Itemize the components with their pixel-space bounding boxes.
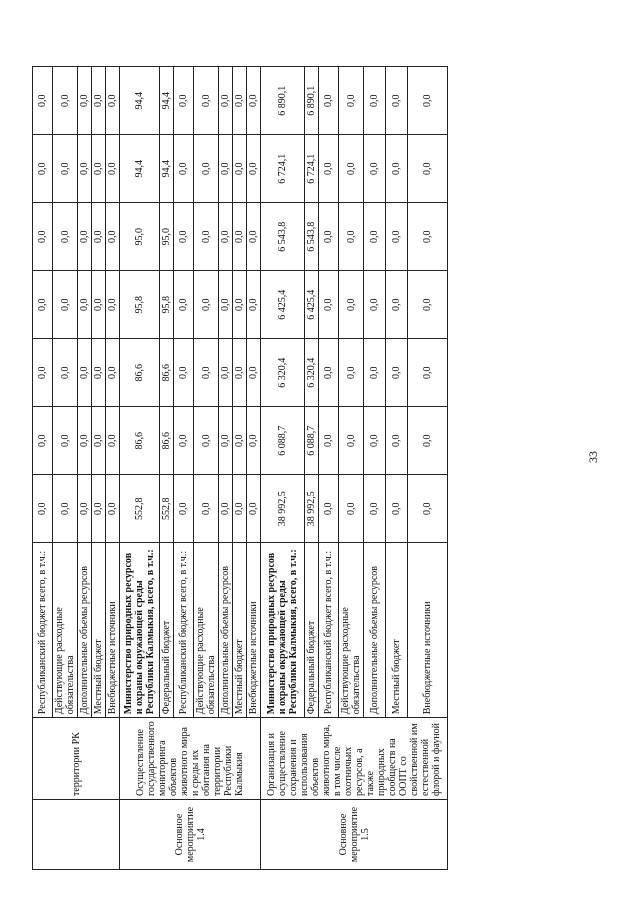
value-cell: 0,0 — [33, 475, 53, 543]
value-cell: 95,0 — [120, 203, 160, 271]
value-cell: 0,0 — [319, 67, 339, 135]
value-cell: 0,0 — [53, 475, 78, 543]
value-cell: 0,0 — [78, 475, 92, 543]
value-cell: 0,0 — [106, 475, 120, 543]
value-cell: 6 320,4 — [305, 339, 319, 407]
value-cell: 0,0 — [174, 475, 194, 543]
value-cell: 95,8 — [160, 271, 174, 339]
value-cell: 94,4 — [160, 135, 174, 203]
value-cell: 0,0 — [408, 67, 448, 135]
value-cell: 0,0 — [339, 135, 364, 203]
event-label: Основное мероприятие 1.4 — [120, 800, 261, 870]
value-cell: 552,8 — [120, 475, 160, 543]
value-cell: 0,0 — [247, 475, 261, 543]
value-cell: 0,0 — [53, 67, 78, 135]
value-cell: 0,0 — [219, 407, 233, 475]
value-cell: 0,0 — [339, 339, 364, 407]
source-cell: Дополнительные объемы ресурсов — [78, 543, 92, 718]
value-cell: 0,0 — [33, 339, 53, 407]
value-cell: 86,6 — [160, 339, 174, 407]
value-cell: 552,8 — [160, 475, 174, 543]
value-cell: 0,0 — [364, 475, 386, 543]
value-cell: 0,0 — [247, 339, 261, 407]
table-row — [33, 67, 53, 870]
value-cell: 0,0 — [174, 67, 194, 135]
value-cell: 0,0 — [92, 339, 106, 407]
value-cell: 0,0 — [92, 67, 106, 135]
value-cell: 94,4 — [120, 67, 160, 135]
value-cell: 0,0 — [92, 135, 106, 203]
value-cell: 0,0 — [106, 135, 120, 203]
value-cell: 0,0 — [339, 407, 364, 475]
value-cell: 0,0 — [92, 407, 106, 475]
value-cell: 0,0 — [233, 67, 247, 135]
value-cell: 0,0 — [319, 339, 339, 407]
value-cell: 0,0 — [386, 407, 408, 475]
value-cell: 0,0 — [106, 339, 120, 407]
source-cell: Местный бюджет — [233, 543, 247, 718]
table-row — [261, 67, 305, 870]
page-number: 33 — [586, 451, 600, 463]
source-cell: Федеральный бюджет — [160, 543, 174, 718]
value-cell: 0,0 — [408, 135, 448, 203]
value-cell: 0,0 — [194, 339, 219, 407]
value-cell: 6 088,7 — [261, 407, 305, 475]
value-cell: 0,0 — [194, 135, 219, 203]
value-cell: 0,0 — [174, 339, 194, 407]
value-cell: 0,0 — [219, 475, 233, 543]
value-cell: 0,0 — [78, 135, 92, 203]
value-cell: 6 088,7 — [305, 407, 319, 475]
value-cell: 0,0 — [408, 339, 448, 407]
value-cell: 0,0 — [233, 407, 247, 475]
value-cell: 0,0 — [364, 203, 386, 271]
value-cell: 0,0 — [33, 271, 53, 339]
value-cell: 0,0 — [174, 271, 194, 339]
value-cell: 0,0 — [78, 339, 92, 407]
source-cell: Действующие расходные обязательства — [194, 543, 219, 718]
value-cell: 0,0 — [247, 203, 261, 271]
value-cell: 0,0 — [233, 339, 247, 407]
value-cell: 0,0 — [106, 407, 120, 475]
value-cell: 94,4 — [160, 67, 174, 135]
value-cell: 0,0 — [408, 475, 448, 543]
value-cell: 0,0 — [78, 271, 92, 339]
value-cell: 0,0 — [78, 203, 92, 271]
value-cell: 0,0 — [319, 407, 339, 475]
source-cell: Республиканский бюджет всего, в т.ч.: — [33, 543, 53, 718]
value-cell: 0,0 — [247, 271, 261, 339]
budget-table — [32, 66, 448, 870]
value-cell: 6 543,8 — [305, 203, 319, 271]
value-cell: 0,0 — [33, 203, 53, 271]
value-cell: 0,0 — [219, 67, 233, 135]
value-cell: 0,0 — [408, 271, 448, 339]
value-cell: 0,0 — [386, 67, 408, 135]
value-cell: 0,0 — [53, 271, 78, 339]
source-cell: Министерство природных ресурсов и охраны окружающей среды Республики Калмыкия, всего, в т.ч.: — [261, 543, 305, 718]
value-cell: 0,0 — [53, 339, 78, 407]
value-cell: 0,0 — [92, 271, 106, 339]
value-cell: 0,0 — [174, 203, 194, 271]
value-cell: 0,0 — [106, 203, 120, 271]
territory-label: территории РК — [33, 718, 120, 800]
value-cell: 0,0 — [194, 407, 219, 475]
value-cell: 0,0 — [319, 271, 339, 339]
source-cell: Местный бюджет — [386, 543, 408, 718]
source-cell: Дополнительные объемы ресурсов — [364, 543, 386, 718]
value-cell: 0,0 — [386, 271, 408, 339]
value-cell: 0,0 — [33, 135, 53, 203]
source-cell: Республиканский бюджет всего, в т.ч.: — [174, 543, 194, 718]
value-cell: 0,0 — [319, 135, 339, 203]
source-cell: Республиканский бюджет всего, в т.ч.: — [319, 543, 339, 718]
value-cell: 86,6 — [120, 407, 160, 475]
event-label-cell — [33, 800, 120, 870]
event-description: Осуществление государственного мониторинга объектов животного мира и среды их обитания на территории Республики Калмыкия — [120, 718, 261, 800]
value-cell: 0,0 — [53, 407, 78, 475]
value-cell: 0,0 — [194, 271, 219, 339]
source-cell: Местный бюджет — [92, 543, 106, 718]
value-cell: 0,0 — [247, 407, 261, 475]
value-cell: 0,0 — [339, 475, 364, 543]
value-cell: 0,0 — [364, 67, 386, 135]
value-cell: 0,0 — [174, 407, 194, 475]
value-cell: 0,0 — [174, 135, 194, 203]
value-cell: 0,0 — [106, 271, 120, 339]
event-label: Основное мероприятие 1.5 — [261, 800, 448, 870]
value-cell: 0,0 — [247, 67, 261, 135]
source-cell: Внебюджетные источники — [247, 543, 261, 718]
value-cell: 6 890,1 — [305, 67, 319, 135]
value-cell: 0,0 — [33, 67, 53, 135]
value-cell: 0,0 — [194, 67, 219, 135]
source-cell: Внебюджетные источники — [106, 543, 120, 718]
value-cell: 0,0 — [219, 271, 233, 339]
value-cell: 0,0 — [319, 475, 339, 543]
source-cell: Федеральный бюджет — [305, 543, 319, 718]
value-cell: 0,0 — [408, 203, 448, 271]
value-cell: 0,0 — [33, 407, 53, 475]
value-cell: 6 543,8 — [261, 203, 305, 271]
value-cell: 86,6 — [120, 339, 160, 407]
value-cell: 0,0 — [386, 203, 408, 271]
value-cell: 6 724,1 — [305, 135, 319, 203]
source-cell: Дополнительные объемы ресурсов — [219, 543, 233, 718]
value-cell: 6 890,1 — [261, 67, 305, 135]
source-cell: Действующие расходные обязательства — [339, 543, 364, 718]
value-cell: 0,0 — [233, 475, 247, 543]
value-cell: 0,0 — [386, 339, 408, 407]
value-cell: 38 992,5 — [261, 475, 305, 543]
value-cell: 0,0 — [194, 475, 219, 543]
value-cell: 0,0 — [364, 271, 386, 339]
table-row — [120, 67, 160, 870]
value-cell: 0,0 — [319, 203, 339, 271]
value-cell: 6 320,4 — [261, 339, 305, 407]
value-cell: 6 724,1 — [261, 135, 305, 203]
value-cell: 0,0 — [219, 339, 233, 407]
value-cell: 0,0 — [364, 135, 386, 203]
source-cell: Внебюджетные источники — [408, 543, 448, 718]
value-cell: 0,0 — [364, 407, 386, 475]
value-cell: 0,0 — [247, 135, 261, 203]
value-cell: 0,0 — [219, 135, 233, 203]
value-cell: 0,0 — [339, 67, 364, 135]
value-cell: 0,0 — [53, 135, 78, 203]
value-cell: 0,0 — [233, 203, 247, 271]
value-cell: 38 992,5 — [305, 475, 319, 543]
value-cell: 95,0 — [160, 203, 174, 271]
value-cell: 6 425,4 — [261, 271, 305, 339]
value-cell: 0,0 — [339, 271, 364, 339]
value-cell: 0,0 — [386, 475, 408, 543]
value-cell: 6 425,4 — [305, 271, 319, 339]
value-cell: 0,0 — [78, 407, 92, 475]
event-description: Организация и осуществление сохранения и использования объектов животного мира, в том числе охотничьих ресурсов, а также природных сообществ на ООПТ со свойственной им естественной флорой и фауной — [261, 718, 448, 800]
value-cell: 0,0 — [339, 203, 364, 271]
value-cell: 0,0 — [53, 203, 78, 271]
value-cell: 0,0 — [106, 67, 120, 135]
value-cell: 0,0 — [78, 67, 92, 135]
source-cell: Действующие расходные обязательства — [53, 543, 78, 718]
source-cell: Министерство природных ресурсов и охраны окружающей среды Республики Калмыкия, всего, в т.ч.: — [120, 543, 160, 718]
value-cell: 86,6 — [160, 407, 174, 475]
value-cell: 0,0 — [194, 203, 219, 271]
value-cell: 0,0 — [233, 271, 247, 339]
value-cell: 0,0 — [408, 407, 448, 475]
value-cell: 95,8 — [120, 271, 160, 339]
value-cell: 0,0 — [92, 475, 106, 543]
value-cell: 0,0 — [233, 135, 247, 203]
value-cell: 94,4 — [120, 135, 160, 203]
value-cell: 0,0 — [386, 135, 408, 203]
value-cell: 0,0 — [92, 203, 106, 271]
value-cell: 0,0 — [219, 203, 233, 271]
value-cell: 0,0 — [364, 339, 386, 407]
